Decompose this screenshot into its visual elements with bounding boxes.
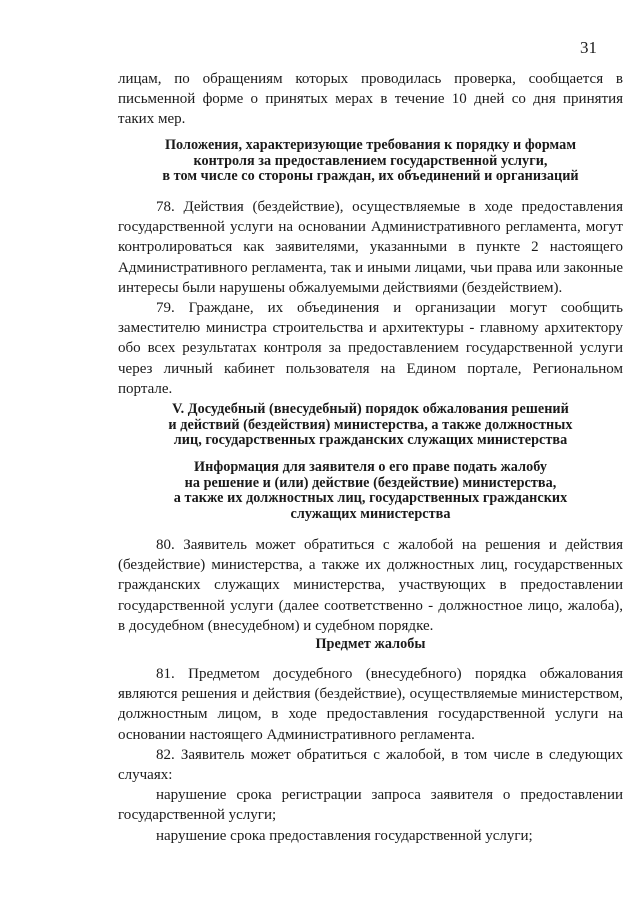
paragraphs-81-82	[118, 664, 623, 846]
heading-complaint-subject: Предмет жалобы	[315, 636, 426, 652]
section-heading-subject	[118, 637, 623, 653]
heading-applicant-info	[118, 460, 623, 522]
paragraphs-78-79	[118, 197, 623, 399]
section-heading-v	[118, 402, 623, 449]
heading-line: Положения, характеризующие требования к порядку и формам	[164, 137, 577, 153]
heading-line: и действий (бездействия) министерства, а также должностных	[168, 416, 573, 433]
heading-pretrial-appeal	[118, 402, 623, 449]
section-heading-control	[118, 138, 623, 185]
heading-line: служащих министерства	[290, 505, 451, 522]
paragraph-82: 82. Заявитель может обратиться с жалобой, в том числе в следующих случаях:	[118, 746, 623, 784]
heading-line: а также их должностных лиц, государственных гражданских	[173, 490, 568, 507]
paragraph-78: 78. Действия (бездействие), осуществляемые в ходе предоставления государственной услуги на основании Административного регламента, могут контролироваться как заявителями, указанными в пункте 2 настоящего Административного регламента, так и иными лицами, чьи права или законные интересы были нарушены обжалуемыми действиями (бездействием).	[118, 199, 623, 296]
heading-control-requirements	[118, 138, 623, 185]
page-number: 31	[580, 38, 597, 57]
paragraph-81: 81. Предметом досудебного (внесудебного) порядка обжалования являются решения и действия (бездействие), осуществляемые министерством, должностным лицом, в ходе предоставления государственной услуги на основании настоящего Административного регламента.	[118, 666, 623, 743]
section-heading-info	[118, 460, 623, 522]
heading-line: Информация для заявителя о его праве подать жалобу	[194, 459, 547, 475]
heading-line: на решение и (или) действие (бездействие) министерства,	[184, 474, 557, 491]
list-item-registration: нарушение срока регистрации запроса заявителя о предоставлении государственной услуги;	[118, 787, 623, 824]
heading-line: V. Досудебный (внесудебный) порядок обжалования решений	[172, 401, 569, 417]
heading-line: лиц, государственных гражданских служащих министерства	[173, 432, 568, 449]
paragraph-80: 80. Заявитель может обратиться с жалобой на решения и действия (бездействие) министерства, а также их должностных лиц, государственных гражданских служащих министерства, участвующих в предоставлении государственной услуги (далее соответственно - должностное лицо, жалоба), в досудебном (внесудебном) и судебном порядке.	[118, 537, 623, 634]
paragraph-80-block	[118, 535, 623, 636]
heading-line: контроля за предоставлением государственной услуги,	[193, 152, 548, 169]
paragraph-79: 79. Граждане, их объединения и организации могут сообщить заместителю министра строительства и архитектуры - главному архитектору обо всех результатах контроля за предоставлением государственной услуги через личный кабинет пользователя на Едином портале, Региональном портале.	[118, 300, 623, 397]
paragraph-continuation	[118, 69, 623, 130]
list-item-provision: нарушение срока предоставления государственной услуги;	[156, 827, 533, 844]
heading-line: в том числе со стороны граждан, их объединений и организаций	[162, 168, 579, 185]
paragraph-text: лицам, по обращениям которых проводилась проверка, сообщается в письменной форме о принятых мерах в течение 10 дней со дня принятия таких мер.	[118, 71, 623, 128]
